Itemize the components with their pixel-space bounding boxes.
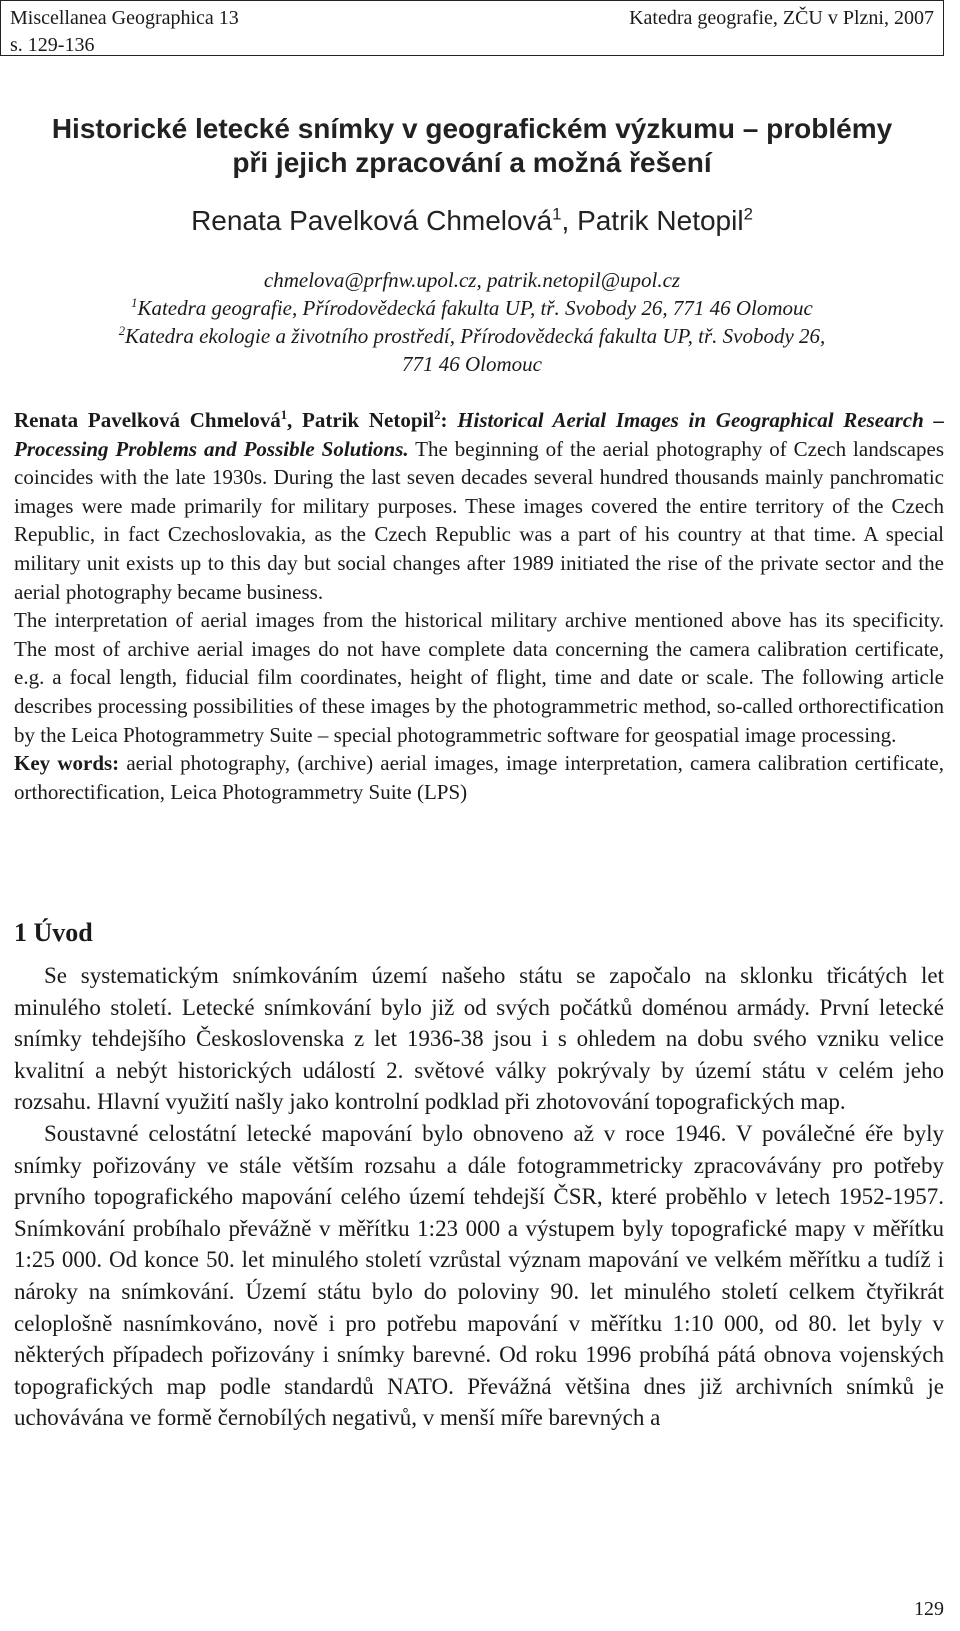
abstract-text: The beginning of the aerial photography of Czech landscapes coincides with the late 1930s. During the last seven decades several hundred thousands mainly panchromatic images were made primarily for military purposes. These images covered the entire territory of the Czech Republic, in fact Czechoslovakia, as the Czech Republic was a part of his country at that time. A special military unit exists up to this day but social changes after 1989 initiated the rise of the private sector and the aerial photography became business. [14,436,944,604]
keywords-label: Key words: [14,751,120,776]
keywords [14,749,944,806]
affiliation-mark: 1 [131,296,138,310]
author-name: Renata Pavelková Chmelová [191,205,553,236]
body-paragraph: Se systematickým snímkováním území našeho státu se započalo na sklonku třicátých let minulého století. Letecké snímkování bylo již od svých počátků doménou armády. První letecké snímky tehdejšího Československa z let 1936-38 jsou i s ohledem na dobu svého vzniku velice kvalitní a nebýt historických událostí 2. světové války pokrývaly by území státu v celém jeho rozsahu. Hlavní využití našly jako kontrolní podklad při zhotovování topografických map. [14,963,944,1115]
abstract-separator: , [287,408,302,432]
author-name: Patrik Netopil [577,205,744,236]
running-header [0,0,944,56]
keywords-text: aerial photography, (archive) aerial images, image interpretation, camera calibration certificate, orthorectification, Leica Photogrammetry Suite (LPS) [14,751,944,804]
abstract-paragraph: The interpretation of aerial images from the historical military archive mentioned above has its specificity. The most of archive aerial images do not have complete data concerning the camera calibration certificate, e.g. a focal length, fiducial film coordinates, height of flight, time and date or scale. The following article describes processing possibilities of these images by the photogrammetric method, so-called orthorectification by the Leica Photogrammetry Suite – special photogrammetric software for geospatial image processing. [14,608,944,747]
title-line-2: při jejich zpracování a možná řešení [232,147,712,178]
affiliation-1 [0,294,944,322]
abstract-author-mark: 1 [280,408,288,422]
affiliation-text: Katedra ekologie a životního prostředí, Přírodovědecká fakulta UP, tř. Svobody 26, [125,324,826,348]
journal-name: Miscellanea Geographica 13 [10,7,239,29]
affiliation-text-cont: 771 46 Olomouc [402,352,542,376]
body-paragraph: Soustavné celostátní letecké mapování bylo obnoveno až v roce 1946. V poválečné éře byly snímky pořizovány ve stále větším rozsahu a dále fotogrammetricky zpracovávány pro potřeby prvního topografického mapování celého území tehdejší ČSR, které proběhlo v letech 1952-1957. Snímkování probíhalo převážně v měřítku 1:23 000 a výstupem byly topografické mapy v měřítku 1:25 000. Od konce 50. let minulého století vzrůstal význam mapování ve velkém měřítku a tudíž i nároky na snímkování. Území státu bylo do poloviny 90. let minulého století celkem čtyřikrát celoplošně nasnímkováno, nově i pro potřebu mapování v měřítku 1:10 000, od 80. let byly v některých případech pořizovány i snímky barevné. Od roku 1996 probíhá pátá obnova vojenských topografických map podle standardů NATO. Převážná většina dnes již archivních snímků je uchovávána ve formě černobílých negativů, v menší míře barevných a [14,1120,944,1431]
author-separator: , [561,205,578,236]
abstract-author: Renata Pavelková Chmelová [14,408,281,432]
author-affiliation-mark: 1 [552,204,562,224]
english-title: Historical Aerial Images in Geographical Research – Processing Problems and Possible Solutions. [14,408,945,461]
abstract-author: Patrik Netopil [302,408,435,432]
affiliation-2 [0,322,944,378]
abstract-paragraph [14,406,944,606]
abstract-colon: : [440,408,458,432]
abstract-author-mark: 2 [434,408,441,422]
affiliation-text: Katedra geografie, Přírodovědecká fakulta UP, tř. Svobody 26, 771 46 Olomouc [137,296,813,320]
affiliation-mark: 2 [118,324,125,338]
author-list [0,204,944,238]
author-affiliation-mark: 2 [743,204,753,224]
abstract [14,406,944,806]
section-body [14,960,944,1434]
paper-title [0,112,944,180]
page-number: 129 [914,1598,944,1620]
publisher: Katedra geografie, ZČU v Plzni, 2007 [629,7,934,29]
author-emails[interactable]: chmelova@prfnw.upol.cz, patrik.netopil@upol.cz [263,268,681,292]
page-range: s. 129-136 [10,34,95,56]
header-left [10,5,239,59]
section-heading: 1 Úvod [14,918,93,947]
title-line-1: Historické letecké snímky v geografickém výzkumu – problémy [51,113,893,144]
